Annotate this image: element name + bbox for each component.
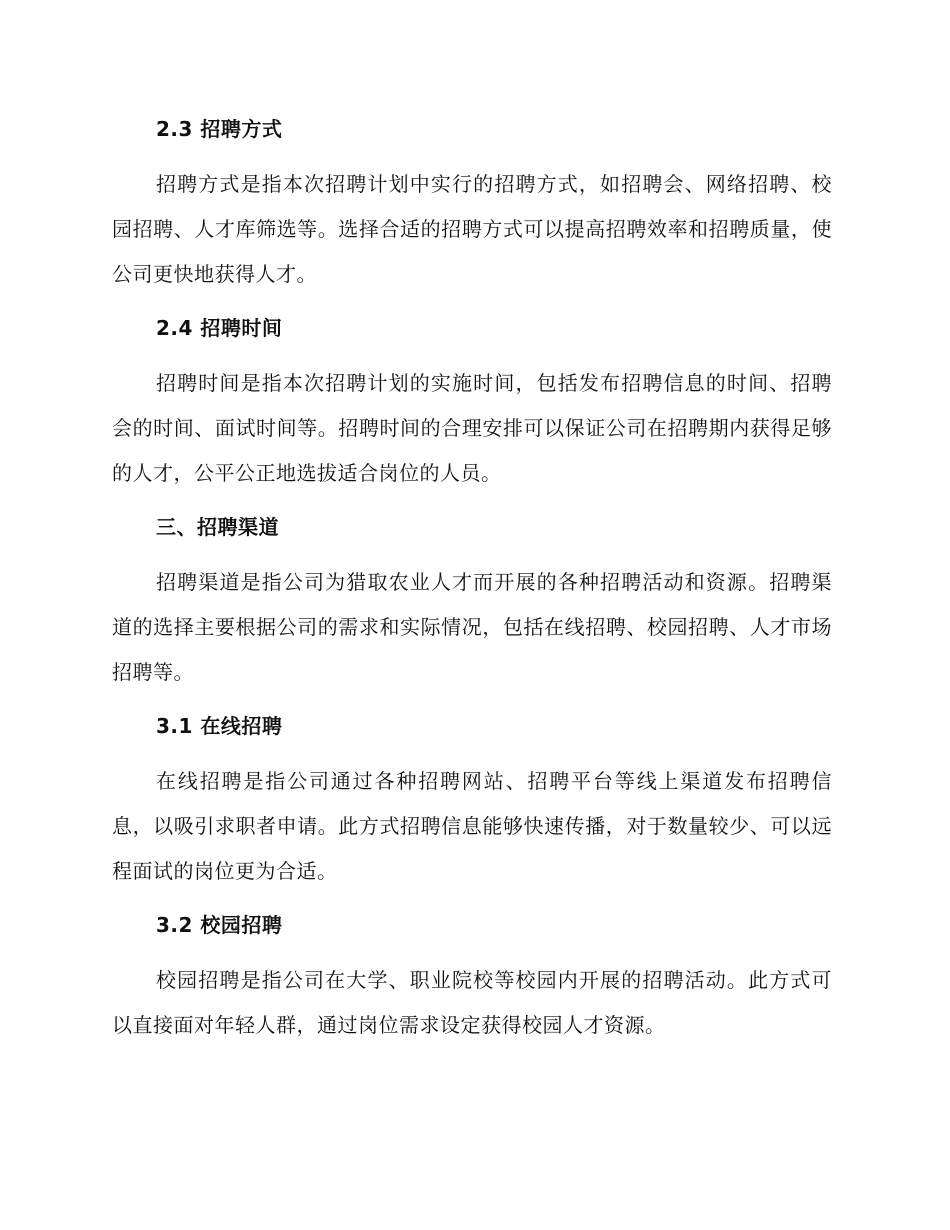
section-2-4 [112,311,832,496]
section-heading: 2.4 招聘时间 [156,316,283,340]
section-paragraph: 招聘方式是指本次招聘计划中实行的招聘方式，如招聘会、网络招聘、校园招聘、人才库筛选等。选择合适的招聘方式可以提高招聘效率和招聘质量，使公司更快地获得人才。 [112,172,832,286]
section-heading: 三、招聘渠道 [156,515,279,539]
section-3-2 [112,908,832,1048]
section-paragraph: 在线招聘是指公司通过各种招聘网站、招聘平台等线上渠道发布招聘信息，以吸引求职者申请。此方式招聘信息能够快速传播，对于数量较少、可以远程面试的岗位更为合适。 [112,769,832,883]
document-page [112,112,832,1062]
section-2-3 [112,112,832,297]
section-paragraph: 校园招聘是指公司在大学、职业院校等校园内开展的招聘活动。此方式可以直接面对年轻人群，通过岗位需求设定获得校园人才资源。 [112,968,832,1037]
section-heading: 2.3 招聘方式 [156,117,283,141]
section-3 [112,510,832,695]
section-3-1 [112,709,832,894]
section-heading: 3.1 在线招聘 [156,714,283,738]
section-heading: 3.2 校园招聘 [156,913,283,937]
section-paragraph: 招聘时间是指本次招聘计划的实施时间，包括发布招聘信息的时间、招聘会的时间、面试时间等。招聘时间的合理安排可以保证公司在招聘期内获得足够的人才，公平公正地选拔适合岗位的人员。 [112,371,832,485]
section-paragraph: 招聘渠道是指公司为猎取农业人才而开展的各种招聘活动和资源。招聘渠道的选择主要根据公司的需求和实际情况，包括在线招聘、校园招聘、人才市场招聘等。 [112,570,832,684]
